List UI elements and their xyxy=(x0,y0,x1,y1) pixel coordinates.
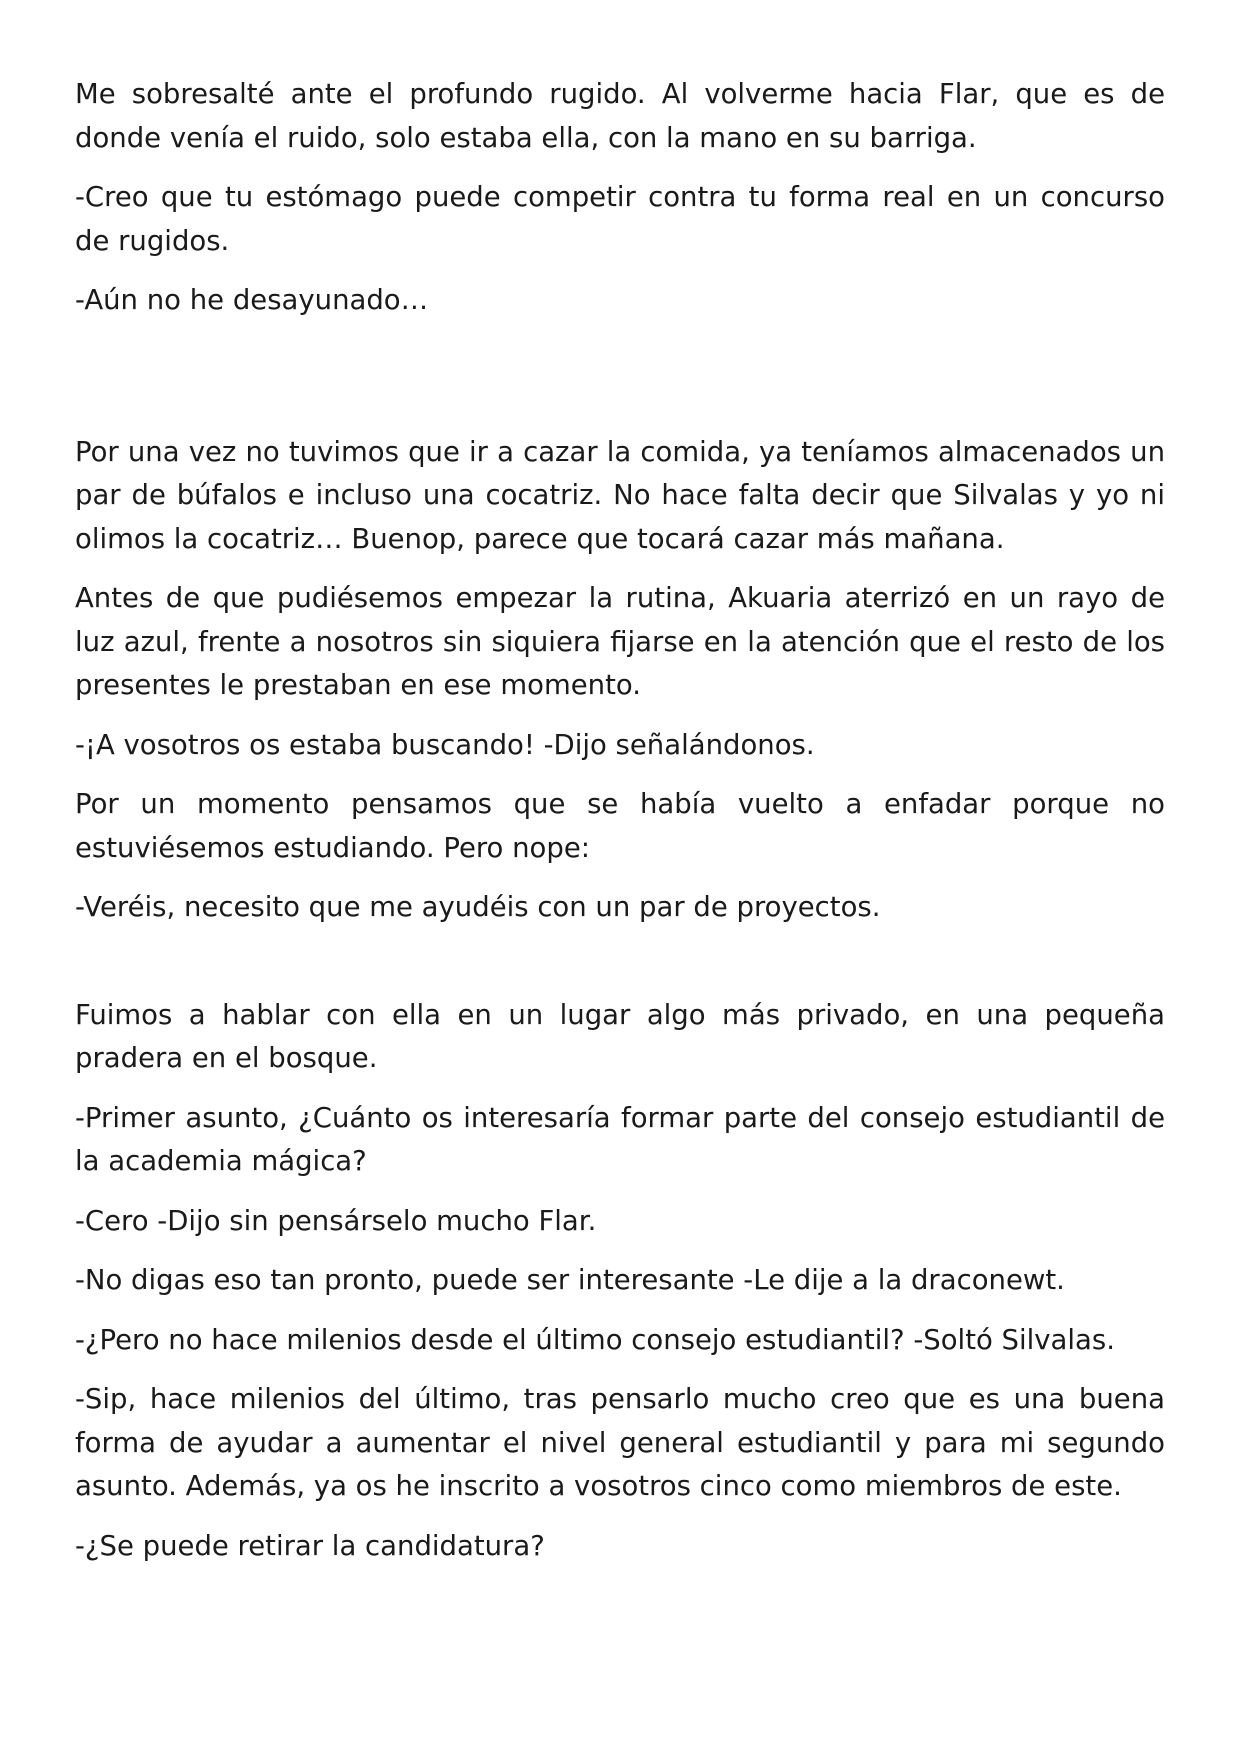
paragraph: Por una vez no tuvimos que ir a cazar la comida, ya teníamos almacenados un par de búfalos e incluso una cocatriz. No hace falta decir que Silvalas y yo ni olimos la cocatriz… Buenop, parece que tocará cazar más mañana. xyxy=(75,435,1165,555)
paragraph: -¡A vosotros os estaba buscando! -Dijo señalándonos. xyxy=(75,728,815,761)
paragraph: Antes de que pudiésemos empezar la rutina, Akuaria aterrizó en un rayo de luz azul, frente a nosotros sin siquiera fijarse en la atención que el resto de los presentes le prestaban en ese momento. xyxy=(75,582,1165,701)
paragraph: -¿Pero no hace milenios desde el último consejo estudiantil? -Soltó Silvalas. xyxy=(75,1323,1115,1356)
paragraph: -¿Se puede retirar la candidatura? xyxy=(75,1529,545,1562)
paragraph: Me sobresalté ante el profundo rugido. Al volverme hacia Flar, que es de donde venía el ruido, solo estaba ella, con la mano en su barriga. xyxy=(75,78,1165,154)
paragraph: Por un momento pensamos que se había vuelto a enfadar porque no estuviésemos estudiando. Pero nope: xyxy=(75,788,1165,864)
body-text xyxy=(75,73,1165,1584)
paragraph: -Creo que tu estómago puede competir contra tu forma real en un concurso de rugidos. xyxy=(75,181,1165,257)
paragraph: -Veréis, necesito que me ayudéis con un par de proyectos. xyxy=(75,891,881,923)
paragraph: -Sip, hace milenios del último, tras pensarlo mucho creo que es una buena forma de ayudar a aumentar el nivel general estudiantil y para mi segundo asunto. Además, ya os he inscrito a vosotros cinco como miembros de este. xyxy=(75,1383,1165,1502)
paragraph: Fuimos a hablar con ella en un lugar algo más privado, en una pequeña pradera en el bosque. xyxy=(75,998,1165,1074)
section-break xyxy=(75,339,1165,431)
paragraph: -Primer asunto, ¿Cuánto os interesaría formar parte del consejo estudiantil de la academia mágica? xyxy=(75,1101,1165,1177)
section-break xyxy=(75,946,1165,994)
paragraph: -Cero -Dijo sin pensárselo mucho Flar. xyxy=(75,1204,597,1237)
paragraph: -No digas eso tan pronto, puede ser interesante -Le dije a la draconewt. xyxy=(75,1264,1065,1296)
paragraph: -Aún no he desayunado… xyxy=(75,284,429,316)
